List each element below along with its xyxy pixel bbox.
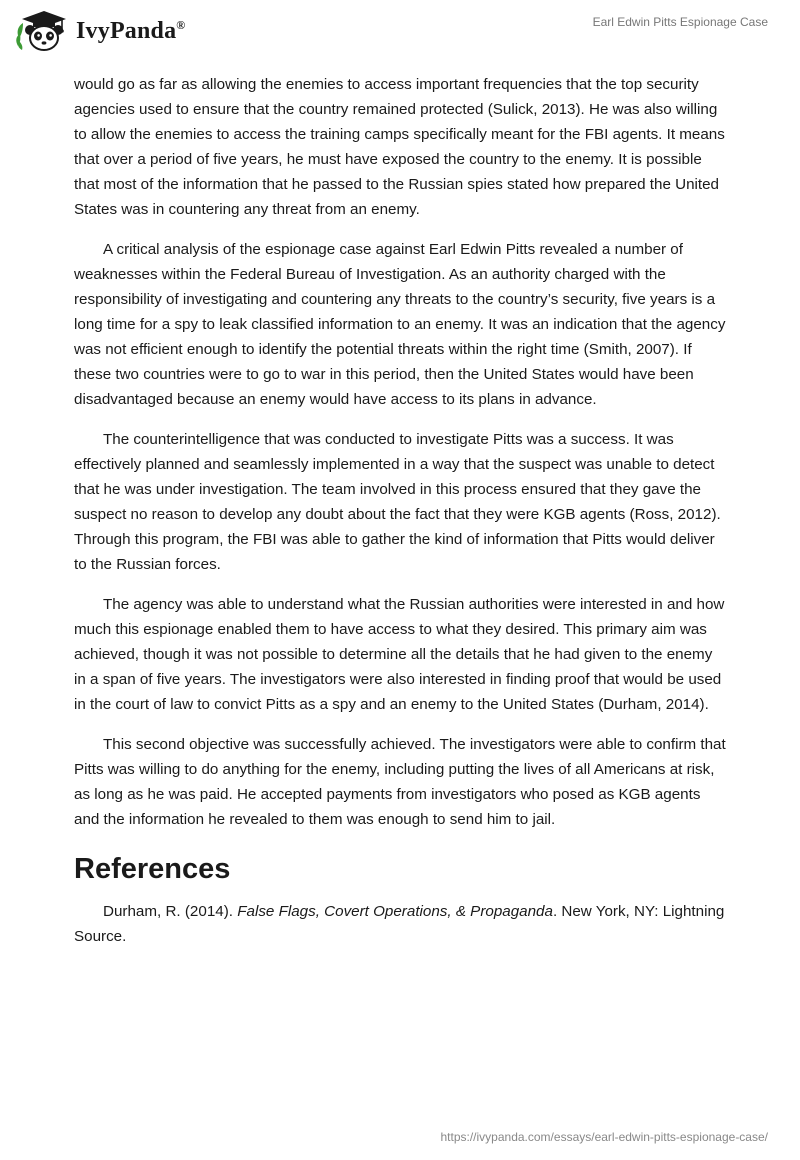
paragraph-5: This second objective was successfully achieved. The investigators were able to confirm that Pitts was willing to do anything for the enemy, including putting the lives of all Americans at risk, as long as he was paid. He accepted payments from investigators who posed as KGB agents and the information he revealed to them was enough to send him to jail. [74,736,726,828]
document-title: Earl Edwin Pitts Espionage Case [592,15,768,29]
brand-logo[interactable] [14,8,185,54]
brand-name: IvyPanda® [76,17,186,44]
panda-graduate-icon [14,8,72,54]
page-header [0,0,800,66]
reference-title: False Flags, Covert Operations, & Propaganda [237,903,553,920]
references-heading: References [74,853,231,885]
essay-body [74,72,726,949]
paragraph-2: A critical analysis of the espionage case against Earl Edwin Pitts revealed a number of weaknesses within the Federal Bureau of Investigation. As an authority charged with the responsibility of investigating and countering any threats to the country’s security, five years is a long time for a spy to leak classified information to an enemy. It was an indication that the agency was not efficient enough to identify the potential threats within the right time (Smith, 2007). If these two countries were to go to war in this period, then the United States would have been disadvantaged because an enemy would have access to its plans in advance. [74,241,726,408]
paragraph-4: The agency was able to understand what the Russian authorities were interested in and how much this espionage enabled them to have access to what they desired. This primary aim was achieved, though it was not possible to determine all the details that he had given to the enemy in a span of five years. The investigators were also interested in finding proof that would be used in the court of law to convict Pitts as a spy and an enemy to the United States (Durham, 2014). [74,596,725,713]
paragraph-3: The counterintelligence that was conducted to investigate Pitts was a success. It was effectively planned and seamlessly implemented in a way that the suspect was unable to detect that he was under investigation. The team involved in this process ensured that they gave the suspect no reason to develop any doubt about the fact that they were KGB agents (Ross, 2012). Through this program, the FBI was able to gather the kind of information that Pitts would deliver to the Russian forces. [74,431,721,573]
reference-entry: Durham, R. (2014). False Flags, Covert Operations, & Propaganda. New York, NY: Lightning Source. [74,903,725,945]
paragraph-1: would go as far as allowing the enemies to access important frequencies that the top security agencies used to ensure that the country remained protected (Sulick, 2013). He was also willing to allow the enemies to access the training camps specifically meant for the FBI agents. It means that over a period of five years, he must have exposed the country to the enemy. It is possible that most of the information that he passed to the Russian spies stated how prepared the United States was in countering any threat from an enemy. [74,76,725,218]
source-url[interactable]: https://ivypanda.com/essays/earl-edwin-pitts-espionage-case/ [440,1130,768,1144]
